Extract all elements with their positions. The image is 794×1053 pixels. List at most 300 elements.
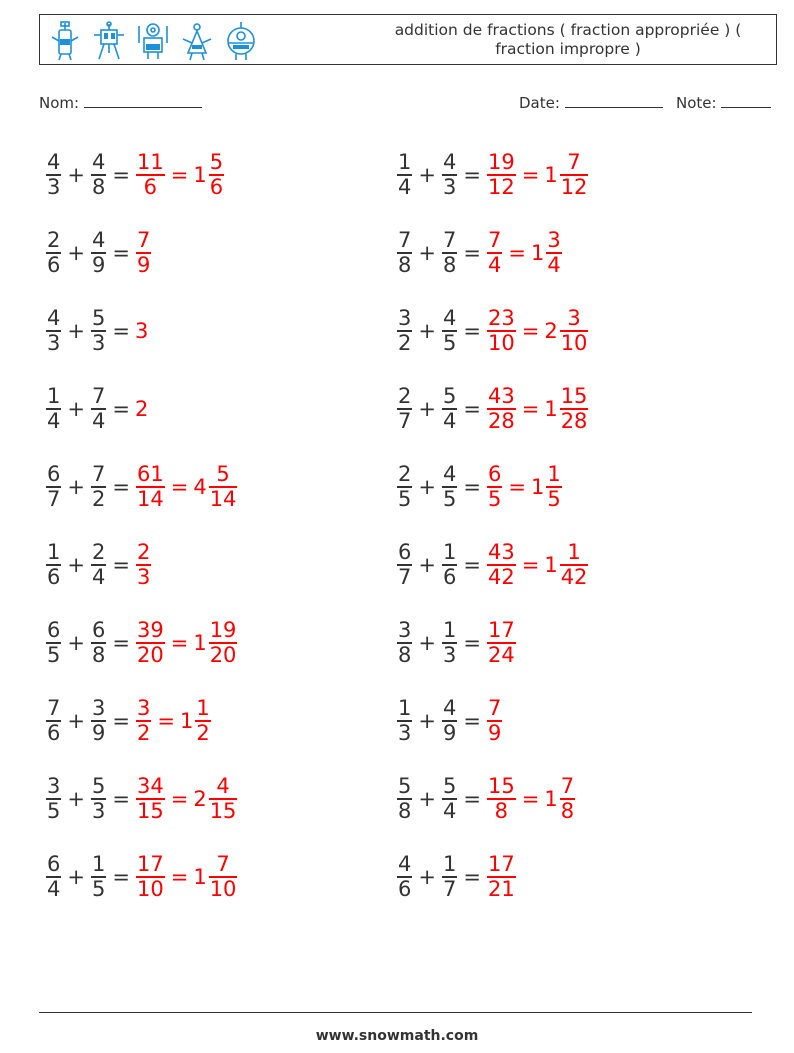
operand-b-numerator: 4: [442, 462, 457, 487]
equals-sign-mixed: =: [508, 241, 526, 265]
plus-sign: +: [67, 553, 85, 577]
mixed-fraction-numerator: 1: [547, 462, 561, 487]
operand-a-denominator: 3: [47, 330, 61, 355]
equals-sign: =: [463, 709, 481, 733]
operand-b-numerator: 5: [91, 306, 106, 331]
mixed-fraction-numerator: 4: [216, 774, 230, 799]
operand-a: [397, 853, 412, 901]
operand-b-denominator: 8: [442, 252, 457, 277]
operand-b-numerator: 6: [91, 618, 106, 643]
mixed-whole: 1: [193, 631, 207, 655]
mixed-whole: 1: [193, 163, 207, 187]
robot-icon-4: [180, 21, 214, 61]
plus-sign: +: [418, 787, 436, 811]
mixed-fraction-denominator: 8: [560, 798, 575, 823]
plus-sign: +: [67, 865, 85, 889]
answer-fraction-denominator: 9: [487, 720, 502, 745]
operand-b-numerator: 4: [91, 228, 106, 253]
mixed-whole: 1: [530, 241, 545, 265]
name-label: Nom:: [39, 94, 80, 112]
operand-a-numerator: 4: [398, 852, 412, 877]
problem-12: [396, 535, 589, 595]
operand-a-denominator: 7: [398, 408, 412, 433]
answer-fraction-denominator: 42: [487, 564, 515, 589]
answer-fraction: [487, 463, 502, 511]
answer-fraction-numerator: 43: [487, 384, 515, 409]
answer-fraction: [136, 151, 165, 199]
equals-sign: =: [463, 319, 481, 343]
plus-sign: +: [67, 787, 85, 811]
answer-fraction-denominator: 5: [487, 486, 502, 511]
mixed-fraction: [209, 853, 238, 901]
operand-b-denominator: 9: [442, 720, 457, 745]
operand-a-denominator: 6: [47, 720, 61, 745]
mixed-fraction-numerator: 3: [547, 228, 561, 253]
mixed-fraction-numerator: 7: [216, 852, 230, 877]
problem-10: [396, 457, 563, 517]
robot-icon-5: [224, 21, 258, 61]
operand-a-numerator: 1: [398, 696, 412, 721]
operand-b-numerator: 3: [91, 696, 106, 721]
mixed-fraction-numerator: 1: [567, 540, 581, 565]
problem-11: [45, 535, 152, 595]
equals-sign: =: [463, 787, 481, 811]
mixed-whole: 2: [544, 319, 558, 343]
equals-sign: =: [112, 553, 130, 577]
operand-a-numerator: 7: [398, 228, 412, 253]
answer-fraction-denominator: 24: [487, 642, 515, 667]
operand-a-numerator: 2: [398, 462, 412, 487]
equals-sign: =: [463, 475, 481, 499]
answer: [486, 541, 589, 589]
answer: [486, 853, 517, 901]
operand-b-numerator: 5: [91, 774, 106, 799]
mixed-fraction-denominator: 5: [547, 486, 561, 511]
answer: [486, 697, 503, 745]
mixed-fraction-numerator: 5: [209, 150, 224, 175]
operand-a-numerator: 3: [398, 306, 412, 331]
operand-a-denominator: 5: [47, 798, 61, 823]
operand-b-denominator: 9: [91, 252, 106, 277]
mixed-fraction-numerator: 5: [216, 462, 230, 487]
answer-fraction-numerator: 17: [487, 618, 515, 643]
answer-fraction: [487, 853, 516, 901]
operand-b: [442, 307, 457, 355]
mixed-fraction: [195, 697, 210, 745]
mixed-fraction-numerator: 7: [560, 774, 575, 799]
equals-sign: =: [112, 865, 130, 889]
mixed-fraction: [560, 385, 589, 433]
operand-b: [91, 619, 106, 667]
answer-fraction-numerator: 3: [136, 696, 151, 721]
mixed-whole: 1: [544, 397, 558, 421]
date-blank: [565, 93, 663, 108]
problem-5: [45, 301, 149, 361]
robot-icons: [48, 21, 258, 61]
answer-fraction-numerator: 34: [136, 774, 164, 799]
footer-url: www.snowmath.com: [315, 1028, 479, 1044]
answer-fraction-numerator: 7: [487, 696, 502, 721]
mixed-fraction-numerator: 19: [209, 618, 237, 643]
mixed-fraction-denominator: 14: [209, 486, 237, 511]
operand-a: [397, 463, 412, 511]
answer-fraction: [487, 541, 516, 589]
answer-fraction: [487, 775, 516, 823]
equals-sign: =: [112, 709, 130, 733]
mixed-fraction-numerator: 1: [196, 696, 210, 721]
answer-fraction: [136, 775, 165, 823]
equals-sign: =: [112, 787, 130, 811]
operand-a-denominator: 7: [47, 486, 61, 511]
mixed-fraction: [560, 541, 589, 589]
plus-sign: +: [67, 163, 85, 187]
answer-fraction-denominator: 8: [494, 798, 509, 823]
operand-b-numerator: 1: [442, 618, 457, 643]
answer-fraction-denominator: 10: [487, 330, 515, 355]
equals-sign: =: [112, 397, 130, 421]
equals-sign-mixed: =: [521, 319, 540, 343]
answer-fraction: [136, 697, 151, 745]
operand-b: [442, 697, 457, 745]
operand-a-denominator: 5: [47, 642, 61, 667]
operand-b-denominator: 4: [442, 408, 457, 433]
problem-8: [396, 379, 589, 439]
answer-fraction-denominator: 2: [136, 720, 151, 745]
equals-sign: =: [463, 241, 481, 265]
operand-a: [397, 619, 412, 667]
operand-b: [442, 853, 457, 901]
operand-a-numerator: 1: [47, 540, 61, 565]
mixed-fraction: [209, 151, 224, 199]
operand-a: [397, 775, 412, 823]
operand-b: [91, 697, 106, 745]
operand-a-numerator: 1: [47, 384, 61, 409]
answer: [486, 619, 517, 667]
robot-icon-3: [136, 21, 170, 61]
answer-fraction-denominator: 20: [136, 642, 164, 667]
operand-b-numerator: 5: [442, 774, 457, 799]
problem-18: [396, 769, 576, 829]
mixed-fraction: [546, 463, 561, 511]
operand-b-denominator: 5: [91, 876, 106, 901]
answer: [135, 151, 225, 199]
answer-fraction-numerator: 23: [487, 306, 515, 331]
operand-a-denominator: 4: [47, 876, 61, 901]
date-field: [519, 93, 663, 112]
equals-sign-mixed: =: [157, 709, 175, 733]
name-field: [39, 93, 202, 112]
answer-fraction: [136, 619, 165, 667]
answer: [135, 619, 238, 667]
answer: [135, 853, 238, 901]
operand-a-numerator: 2: [47, 228, 61, 253]
answer-fraction-numerator: 19: [487, 150, 515, 175]
answer-fraction-denominator: 15: [136, 798, 164, 823]
mixed-fraction-denominator: 10: [209, 876, 237, 901]
operand-b-denominator: 5: [442, 330, 457, 355]
answer-fraction: [487, 229, 502, 277]
answer: [135, 319, 149, 343]
mixed-fraction-denominator: 12: [560, 174, 588, 199]
footer-divider: [39, 1012, 752, 1013]
plus-sign: +: [418, 241, 436, 265]
operand-b-numerator: 7: [91, 384, 106, 409]
operand-b: [442, 619, 457, 667]
operand-a-denominator: 7: [398, 564, 412, 589]
equals-sign: =: [112, 631, 130, 655]
operand-a-denominator: 5: [398, 486, 412, 511]
operand-a-numerator: 7: [47, 696, 61, 721]
answer: [486, 775, 576, 823]
answer-fraction-denominator: 28: [487, 408, 515, 433]
plus-sign: +: [67, 475, 85, 499]
answer-fraction: [487, 619, 516, 667]
mixed-fraction-denominator: 4: [547, 252, 561, 277]
equals-sign: =: [112, 163, 130, 187]
operand-a: [46, 697, 61, 745]
operand-a: [46, 619, 61, 667]
mixed-fraction: [546, 229, 561, 277]
answer: [486, 463, 563, 511]
plus-sign: +: [418, 631, 436, 655]
operand-b-numerator: 4: [442, 306, 457, 331]
equals-sign-mixed: =: [170, 631, 189, 655]
mixed-fraction: [209, 775, 238, 823]
mixed-whole: 1: [544, 553, 558, 577]
operand-a-numerator: 6: [398, 540, 412, 565]
answer-fraction-denominator: 12: [487, 174, 515, 199]
mixed-fraction: [560, 775, 575, 823]
operand-a-numerator: 3: [398, 618, 412, 643]
plus-sign: +: [418, 709, 436, 733]
equals-sign-mixed: =: [521, 163, 540, 187]
answer: [135, 229, 152, 277]
answer-fraction-denominator: 9: [136, 252, 151, 277]
answer-fraction-numerator: 7: [487, 228, 502, 253]
operand-b: [91, 775, 106, 823]
operand-b-numerator: 7: [91, 462, 106, 487]
operand-a: [397, 151, 412, 199]
operand-b-numerator: 1: [442, 540, 457, 565]
equals-sign: =: [112, 319, 130, 343]
operand-b-denominator: 6: [442, 564, 457, 589]
operand-a: [46, 307, 61, 355]
plus-sign: +: [67, 709, 85, 733]
operand-a: [46, 151, 61, 199]
mixed-fraction-denominator: 10: [560, 330, 588, 355]
problem-20: [396, 847, 517, 907]
plus-sign: +: [418, 475, 436, 499]
operand-b-denominator: 4: [442, 798, 457, 823]
plus-sign: +: [67, 397, 85, 421]
problem-17: [45, 769, 238, 829]
plus-sign: +: [418, 163, 436, 187]
answer-fraction-numerator: 61: [136, 462, 164, 487]
problem-9: [45, 457, 238, 517]
answer-fraction-denominator: 14: [136, 486, 164, 511]
answer-fraction-numerator: 2: [136, 540, 151, 565]
answer-fraction: [487, 385, 516, 433]
problem-19: [45, 847, 238, 907]
answer-whole: 3: [134, 319, 149, 343]
answer-fraction: [136, 229, 151, 277]
operand-b-denominator: 3: [91, 330, 106, 355]
operand-a: [46, 463, 61, 511]
mixed-fraction-denominator: 28: [560, 408, 588, 433]
score-field: [676, 93, 771, 112]
operand-b: [91, 229, 106, 277]
problem-6: [396, 301, 589, 361]
operand-a-numerator: 6: [47, 462, 61, 487]
operand-b: [91, 463, 106, 511]
operand-b: [91, 853, 106, 901]
mixed-whole: 1: [179, 709, 194, 733]
problem-2: [396, 145, 589, 205]
operand-a-denominator: 3: [47, 174, 61, 199]
answer: [135, 541, 152, 589]
answer-fraction-numerator: 6: [487, 462, 502, 487]
robot-icon-2: [92, 21, 126, 61]
operand-b: [442, 385, 457, 433]
plus-sign: +: [418, 397, 436, 421]
equals-sign-mixed: =: [170, 163, 189, 187]
equals-sign-mixed: =: [521, 553, 540, 577]
answer-fraction-numerator: 39: [136, 618, 164, 643]
operand-b-denominator: 3: [442, 174, 457, 199]
plus-sign: +: [418, 553, 436, 577]
answer-fraction: [487, 307, 516, 355]
operand-a-numerator: 4: [47, 150, 61, 175]
operand-b-numerator: 4: [91, 150, 106, 175]
robot-icon-1: [48, 21, 82, 61]
mixed-whole: 2: [193, 787, 207, 811]
problem-16: [396, 691, 503, 751]
mixed-fraction-denominator: 42: [560, 564, 588, 589]
equals-sign-mixed: =: [521, 787, 540, 811]
operand-a: [397, 307, 412, 355]
mixed-fraction: [560, 307, 589, 355]
answer-fraction: [136, 541, 151, 589]
mixed-fraction-denominator: 15: [209, 798, 237, 823]
mixed-fraction-denominator: 6: [209, 174, 224, 199]
equals-sign: =: [463, 163, 481, 187]
problem-14: [396, 613, 517, 673]
operand-a: [46, 853, 61, 901]
problem-15: [45, 691, 212, 751]
operand-b-numerator: 4: [442, 150, 457, 175]
mixed-fraction-numerator: 15: [560, 384, 588, 409]
operand-a: [46, 541, 61, 589]
operand-a: [46, 385, 61, 433]
answer-fraction-denominator: 4: [487, 252, 502, 277]
mixed-whole: 1: [530, 475, 545, 499]
operand-a: [397, 229, 412, 277]
mixed-fraction: [560, 151, 589, 199]
operand-b: [91, 385, 106, 433]
mixed-whole: 1: [193, 865, 207, 889]
operand-a-denominator: 8: [398, 252, 412, 277]
answer-fraction-numerator: 7: [136, 228, 151, 253]
score-blank: [721, 93, 771, 108]
operand-b-denominator: 2: [91, 486, 106, 511]
operand-b-denominator: 7: [442, 876, 457, 901]
operand-b-denominator: 3: [442, 642, 457, 667]
mixed-fraction-numerator: 7: [567, 150, 581, 175]
operand-a-numerator: 5: [398, 774, 412, 799]
operand-b: [91, 541, 106, 589]
plus-sign: +: [67, 319, 85, 343]
answer-fraction: [487, 151, 516, 199]
operand-b: [91, 151, 106, 199]
equals-sign-mixed: =: [521, 397, 540, 421]
operand-a-numerator: 3: [47, 774, 61, 799]
plus-sign: +: [418, 319, 436, 343]
operand-b-numerator: 1: [91, 852, 106, 877]
operand-a: [397, 385, 412, 433]
operand-a-numerator: 4: [47, 306, 61, 331]
answer-fraction-numerator: 43: [487, 540, 515, 565]
mixed-fraction-denominator: 2: [196, 720, 210, 745]
operand-b: [442, 151, 457, 199]
mixed-whole: 1: [544, 787, 558, 811]
equals-sign-mixed: =: [170, 475, 189, 499]
problem-3: [45, 223, 152, 283]
equals-sign: =: [463, 865, 481, 889]
equals-sign: =: [112, 475, 130, 499]
mixed-fraction-denominator: 20: [209, 642, 237, 667]
answer: [135, 697, 212, 745]
operand-b-denominator: 3: [91, 798, 106, 823]
operand-b-denominator: 4: [91, 564, 106, 589]
operand-b: [442, 541, 457, 589]
operand-a: [397, 541, 412, 589]
operand-b-denominator: 5: [442, 486, 457, 511]
answer: [486, 385, 589, 433]
mixed-fraction: [209, 463, 238, 511]
plus-sign: +: [67, 631, 85, 655]
operand-b-numerator: 7: [442, 228, 457, 253]
equals-sign-mixed: =: [170, 865, 189, 889]
answer-fraction: [136, 853, 165, 901]
answer: [135, 463, 238, 511]
operand-b-numerator: 5: [442, 384, 457, 409]
mixed-fraction: [209, 619, 238, 667]
operand-a: [397, 697, 412, 745]
operand-b-denominator: 4: [91, 408, 106, 433]
answer: [486, 151, 589, 199]
equals-sign: =: [463, 397, 481, 421]
problem-7: [45, 379, 149, 439]
answer: [486, 307, 589, 355]
operand-a-numerator: 6: [47, 852, 61, 877]
equals-sign-mixed: =: [170, 787, 189, 811]
problem-1: [45, 145, 225, 205]
answer: [486, 229, 563, 277]
answer-fraction-numerator: 17: [136, 852, 164, 877]
answer-fraction: [487, 697, 502, 745]
operand-b-denominator: 8: [91, 174, 106, 199]
answer: [135, 775, 238, 823]
mixed-whole: 4: [193, 475, 207, 499]
operand-a-denominator: 2: [398, 330, 412, 355]
answer-fraction-numerator: 15: [487, 774, 515, 799]
operand-b-numerator: 2: [91, 540, 106, 565]
answer-fraction-denominator: 10: [136, 876, 164, 901]
answer-fraction-denominator: 3: [136, 564, 151, 589]
answer: [135, 397, 149, 421]
worksheet-title: addition de fractions ( fraction appropriée ) ( fraction impropre ): [394, 21, 742, 58]
operand-a-numerator: 6: [47, 618, 61, 643]
